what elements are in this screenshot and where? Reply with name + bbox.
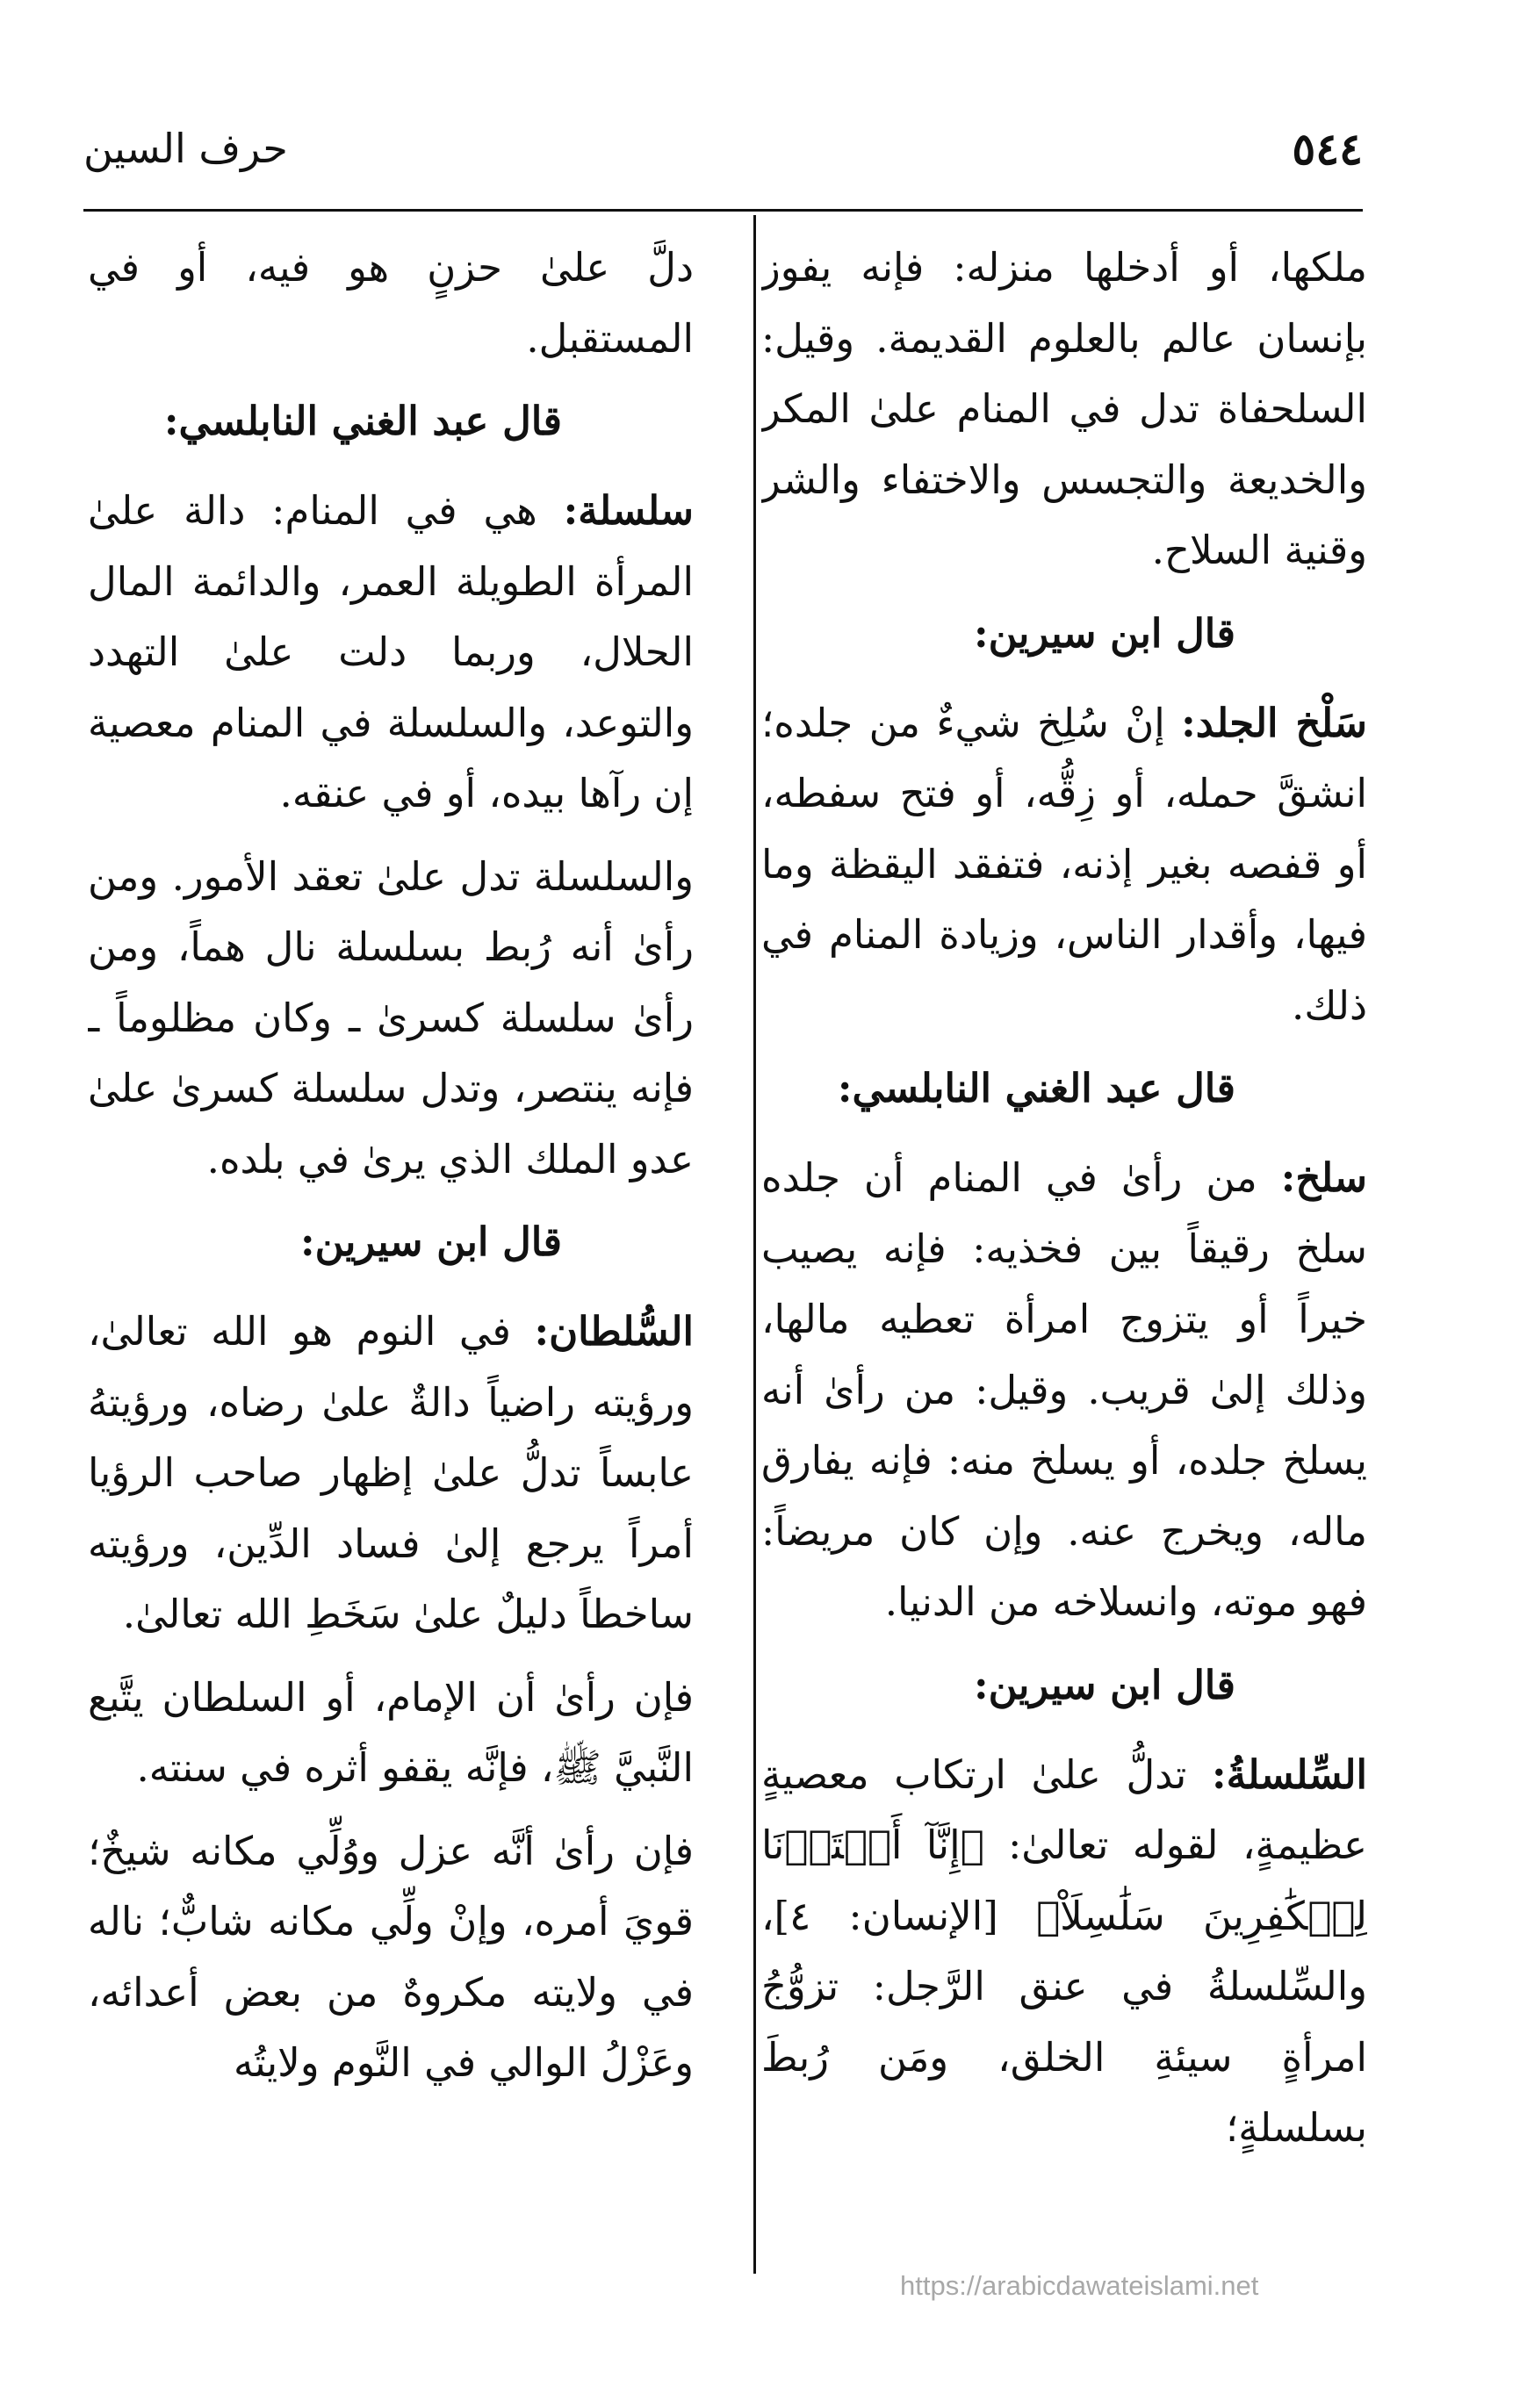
- paragraph: فإن رأىٰ أن الإمام، أو السلطان يتَّبع النَّبيَّ ﷺ، فإنَّه يقفو أثره في سنته.: [88, 1673, 694, 1791]
- section-heading: قال ابن سيرين:: [973, 1661, 1235, 1708]
- section-heading: قال ابن سيرين:: [973, 609, 1235, 657]
- right-column: [761, 233, 1367, 2278]
- entry-term: سَلْخ الجلد:: [1181, 699, 1367, 746]
- paragraph: دلَّ علىٰ حزنٍ هو فيه، أو في المستقبل.: [88, 244, 694, 362]
- entry-term: السِّلسلةُ:: [1211, 1750, 1367, 1798]
- paragraph: فإن رأىٰ أنَّه عزل ووُلِّي مكانه شيخٌ؛ قويَ أمره، وإنْ ولِّي مكانه شابٌّ؛ ناله في ولايته مكروهٌ من بعض أعدائه، وعَزْلُ الوالي في النَّوم ولايتُه: [88, 1827, 694, 2086]
- entry-term: سلسلة:: [563, 487, 694, 534]
- entry-paragraph: سلخ: من رأىٰ في المنام أن جلده سلخ رقيقاً بين فخذيه: فإنه يصيب خيراً أو يتزوج امرأة تعطيه مالها، وذلك إلىٰ قريب. وقيل: من رأىٰ أنه يسلخ جلده، أو يسلخ منه: فإنه يفارق ماله، ويخرج عنه. وإن كان مريضاً: فهو موته، وانسلاخه من الدنيا.: [761, 1154, 1367, 1625]
- page-header: [83, 114, 1363, 193]
- paragraph: والسلسلة تدل علىٰ تعقد الأمور. ومن رأىٰ أنه رُبط بسلسلة نال هماً، ومن رأىٰ سلسلة كسرىٰ ـ وكان مظلوماً ـ فإنه ينتصر، وتدل سلسلة كسرىٰ علىٰ عدو الملك الذي يرىٰ في بلده.: [88, 852, 694, 1182]
- left-column: [88, 233, 694, 2278]
- entry-paragraph: سلسلة: هي في المنام: دالة علىٰ المرأة الطويلة العمر، والدائمة المال الحلال، وربما دلت علىٰ التهدد والتوعد، والسلسلة في المنام معصية إن رآها بيده، أو في عنقه.: [88, 487, 694, 816]
- page-number: ٥٤٤: [1292, 123, 1363, 175]
- section-heading: قال عبد الغني النابلسي:: [837, 1065, 1235, 1111]
- column-divider: [753, 215, 756, 2274]
- entry-term: سلخ:: [1280, 1154, 1367, 1201]
- entry-paragraph: سَلْخ الجلد: إنْ سُلِخ شيءٌ من جلده؛ انشقَّ حمله، أو زِقُّه، أو فتح سفطه، أو قفصه بغير إذنه، فتفقد اليقظة وما فيها، وأقدار الناس، وزيادة المنام في ذلك.: [761, 699, 1367, 1029]
- watermark-url: https://arabicdawateislami.net: [900, 2270, 1259, 2301]
- section-heading: قال عبد الغني النابلسي:: [163, 398, 562, 444]
- section-heading: قال ابن سيرين:: [299, 1218, 562, 1265]
- entry-paragraph: السِّلسلةُ: تدلُّ علىٰ ارتكاب معصيةٍ عظيمةٍ، لقوله تعالىٰ: ﴿إِنَّآ أَعۡتَدۡنَا لِلۡكَٰفِرِينَ سَلَٰسِلَاْ﴾ [الإنسان: ٤]، والسِّلسلةُ في عنق الرَّجل: تزوُّجُ امرأةٍ سيئةِ الخلق، ومَن رُبطَ بسلسلةٍ؛: [761, 1750, 1367, 2151]
- entry-paragraph: السُّلطان: في النوم هو الله تعالىٰ، ورؤيته راضياً دالةٌ علىٰ رضاه، ورؤيتهُ عابساً تدلُّ علىٰ إظهار صاحب الرؤيا أمراً يرجع إلىٰ فساد الدِّين، ورؤيته ساخطاً دليلٌ علىٰ سَخَطِ الله تعالىٰ.: [88, 1308, 694, 1637]
- entry-term: السُّلطان:: [534, 1308, 694, 1355]
- running-title: حرف السين: [83, 125, 288, 172]
- paragraph: ملكها، أو أدخلها منزله: فإنه يفوز بإنسان عالم بالعلوم القديمة. وقيل: السلحفاة تدل في المنام علىٰ المكر والخديعة والتجسس والاختفاء والشر وقنية السلاح.: [761, 244, 1367, 573]
- header-rule: [83, 209, 1363, 212]
